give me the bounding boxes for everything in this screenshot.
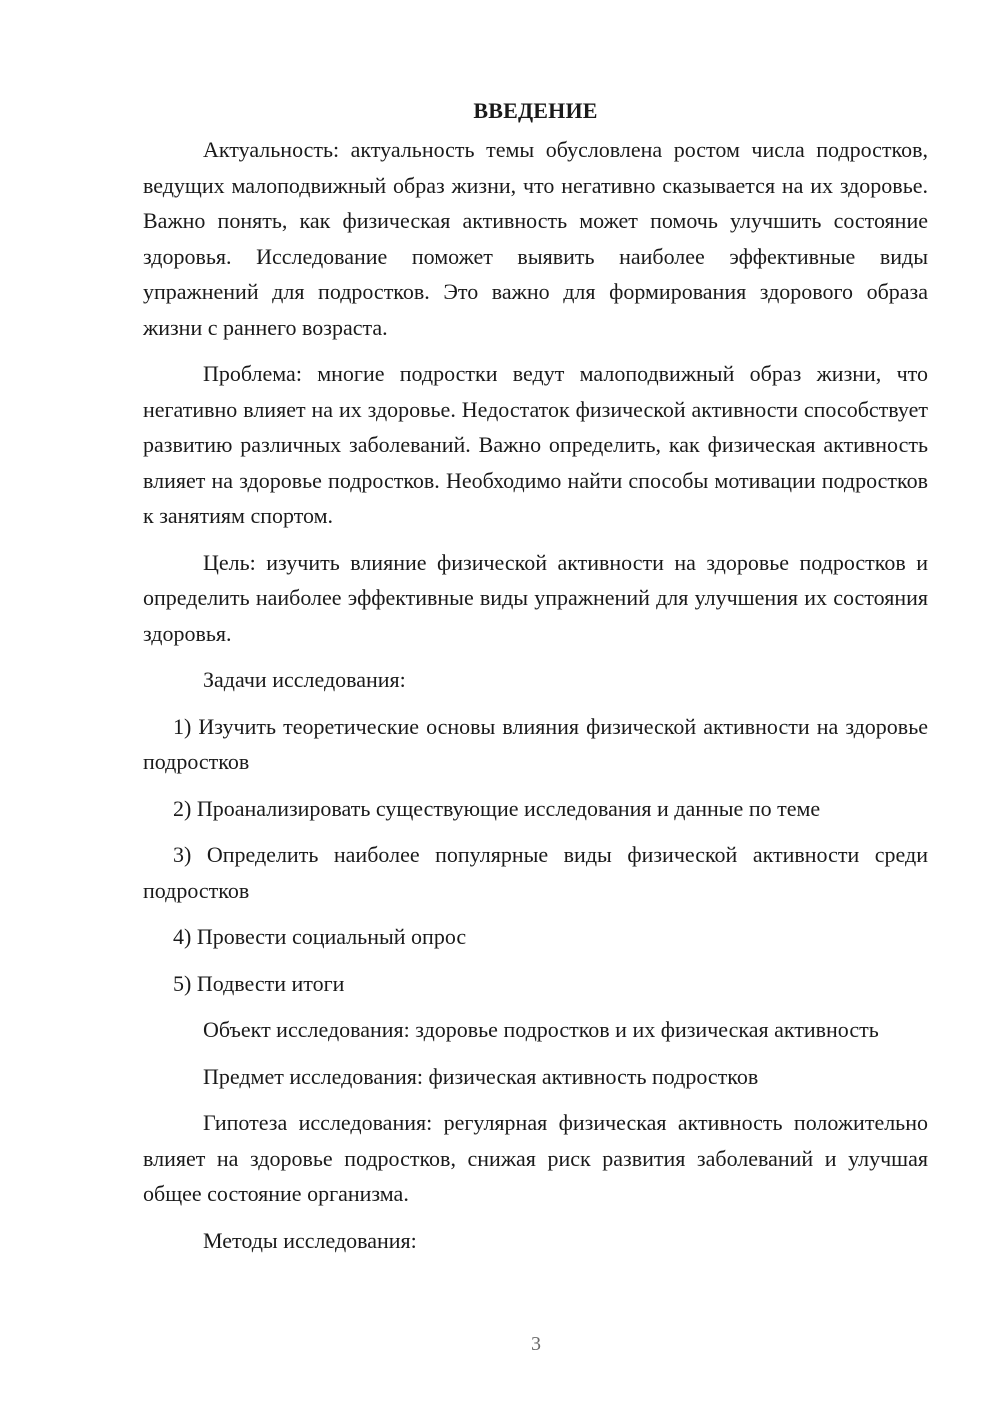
relevance-paragraph: Актуальность: актуальность темы обусловлена ростом числа подростков, ведущих малоподвижный образ жизни, что негативно сказывается на их здоровье. Важно понять, как физическая активность может помочь улучшить состояние здоровья. Исследование поможет выявить наиболее эффективные виды упражнений для подростков. Это важно для формирования здорового образа жизни с раннего возраста.: [143, 137, 928, 340]
task-item-1: 1) Изучить теоретические основы влияния физической активности на здоровье подростков: [143, 713, 928, 774]
hypothesis-paragraph: Гипотеза исследования: регулярная физическая активность положительно влияет на здоровье подростков, снижая риск развития заболеваний и улучшая общее состояние организма.: [143, 1110, 928, 1206]
task-item-4: 4) Провести социальный опрос: [173, 924, 467, 949]
object-paragraph: Объект исследования: здоровье подростков и их физическая активность: [203, 1017, 879, 1042]
tasks-heading: Задачи исследования:: [203, 667, 406, 692]
page-body: [143, 96, 928, 1258]
goal-paragraph: Цель: изучить влияние физической активности на здоровье подростков и определить наиболее эффективные виды упражнений для улучшения их состояния здоровья.: [143, 549, 928, 646]
section-heading: ВВЕДЕНИЕ: [473, 98, 598, 123]
methods-heading: Методы исследования:: [203, 1227, 417, 1253]
problem-paragraph: Проблема: многие подростки ведут малоподвижный образ жизни, что негативно влияет на их здоровье. Недостаток физической активности способствует развитию различных заболеваний. Важно определить, как физическая активность влияет на здоровье подростков. Необходимо найти способы мотивации подростков к занятиям спортом.: [143, 361, 928, 528]
task-item-2: 2) Проанализировать существующие исследования и данные по теме: [173, 795, 821, 821]
task-item-5: 5) Подвести итоги: [173, 970, 345, 996]
task-item-3: 3) Определить наиболее популярные виды физической активности среди подростков: [143, 842, 928, 903]
page-number: 3: [531, 1333, 541, 1355]
subject-paragraph: Предмет исследования: физическая активность подростков: [203, 1063, 759, 1089]
